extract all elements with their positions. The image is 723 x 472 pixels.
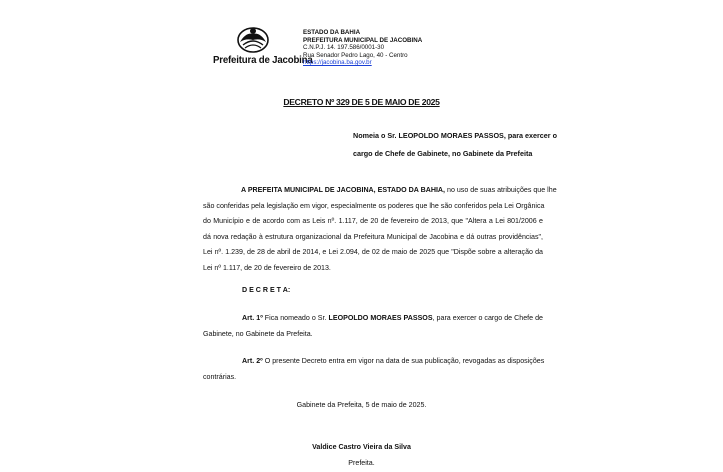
- article-2: [203, 354, 543, 385]
- city-emblem-icon: [236, 24, 270, 54]
- decree-summary: [353, 127, 557, 163]
- article-1-line: Gabinete, no Gabinete da Prefeita.: [203, 329, 313, 338]
- article-2-label: Art. 2º: [242, 357, 263, 365]
- preamble-line: são conferidas pela legislação em vigor, especialmente os poderes que lhe são conferidos pela Lei Orgânica: [203, 201, 545, 210]
- article-1-name: LEOPOLDO MORAES PASSOS: [328, 314, 433, 322]
- preamble-line: [203, 183, 557, 199]
- article-2-line: [203, 354, 543, 370]
- decree-title-text: DECRETO Nº 329 DE 5 DE MAIO DE 2025: [283, 97, 440, 107]
- article-1-line: [203, 311, 543, 327]
- preamble: [203, 183, 557, 277]
- preamble-line: do Município e de acordo com as Leis nº. 1.117, de 20 de fevereiro de 2013, que "Altera a Lei 801/2006 e: [203, 217, 543, 226]
- cnpj: C.N.P.J. 14. 197.586/0001-30: [303, 44, 385, 51]
- preamble-line: dá nova redação à estrutura organizacional da Prefeitura Municipal de Jacobina e dá outras providências",: [203, 232, 543, 241]
- article-1-text: Fica nomeado o Sr.: [262, 314, 329, 322]
- state-name: ESTADO DA BAHIA: [303, 29, 361, 36]
- article-2-text: O presente Decreto entra em vigor na data de sua publicação, revogadas as disposições: [262, 357, 545, 365]
- website-link[interactable]: https://jacobina.ba.gov.br: [303, 59, 372, 66]
- article-1-label: Art. 1º: [242, 314, 263, 322]
- summary-line: Nomeia o Sr. LEOPOLDO MORAES PASSOS, para exercer o: [353, 131, 557, 140]
- address: Rua Senador Pedro Lago, 40 - Centro: [303, 51, 408, 59]
- summary-line: cargo de Chefe de Gabinete, no Gabinete da Prefeita: [353, 149, 533, 158]
- preamble-bold: A PREFEITA MUNICIPAL DE JACOBINA, ESTADO DA BAHIA,: [241, 186, 446, 194]
- article-1: [203, 311, 543, 342]
- preamble-text: no uso de suas atribuições que lhe: [445, 186, 557, 194]
- city-hall-name: PREFEITURA MUNICIPAL DE JACOBINA: [303, 36, 423, 44]
- logo-text: Prefeitura de Jacobina: [213, 54, 313, 66]
- decreta-heading: D E C R E T A:: [242, 286, 291, 294]
- article-1-text-end: , para exercer o cargo de Chefe de: [432, 314, 543, 322]
- place-date: Gabinete da Prefeita, 5 de maio de 2025.: [296, 401, 427, 409]
- preamble-line: Lei nº. 1.239, de 28 de abril de 2014, e Lei 2.094, de 02 de maio de 2025 que "Dispõe sobre a alteração da: [203, 248, 543, 257]
- signatory-role: Prefeita.: [348, 459, 375, 467]
- signatory-name: Valdice Castro Vieira da Silva: [312, 443, 411, 451]
- website-link-wrap: [303, 59, 372, 67]
- preamble-line: Lei nº 1.117, de 20 de fevereiro de 2013.: [203, 263, 331, 272]
- decree-title: [0, 97, 723, 107]
- article-2-line: contrárias.: [203, 372, 237, 381]
